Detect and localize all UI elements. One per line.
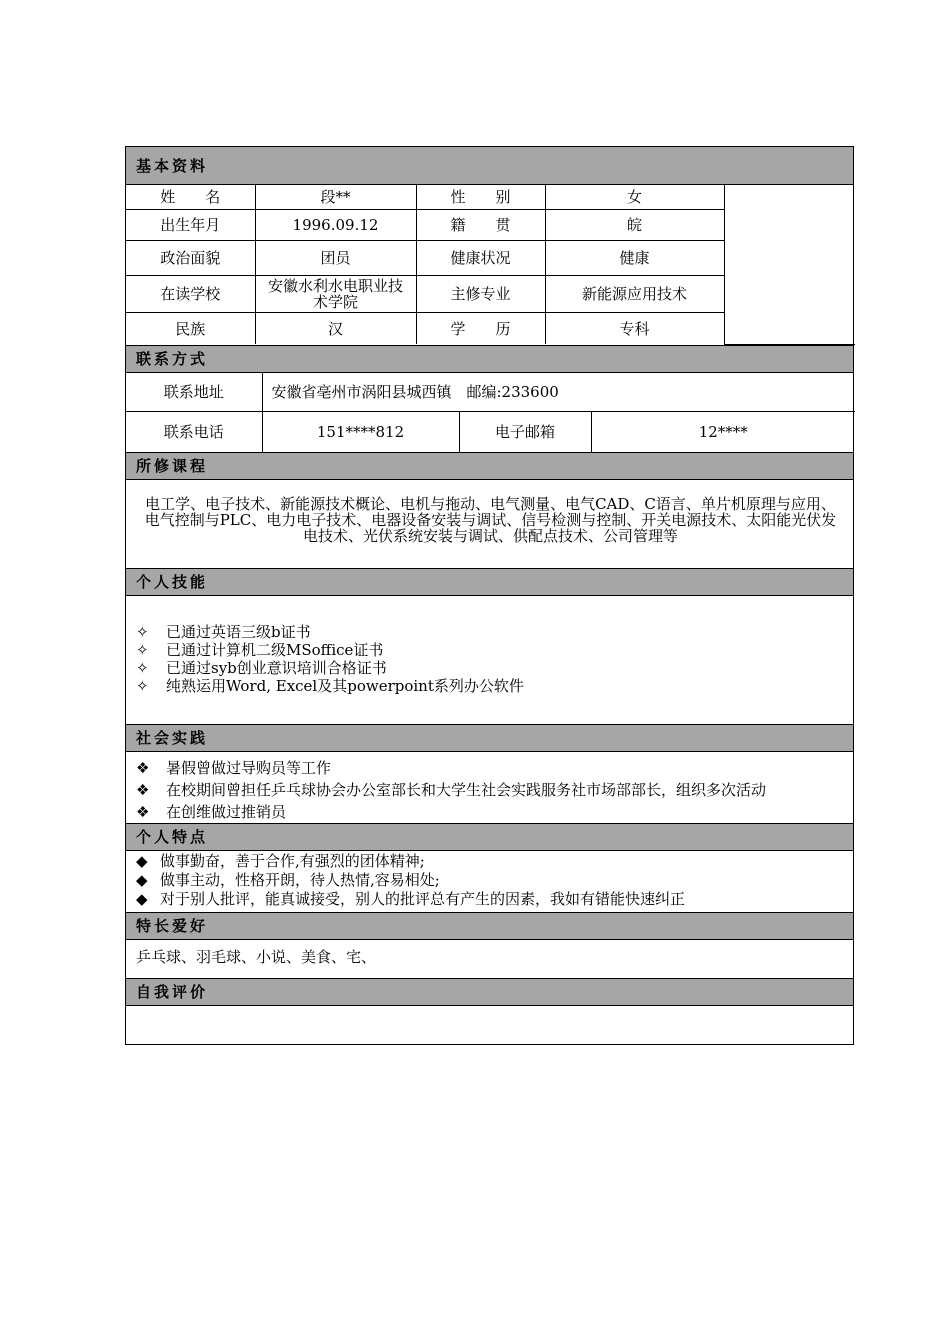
education-value: 专科 <box>545 312 724 344</box>
resume-table <box>125 146 854 1045</box>
major-label: 主修专业 <box>416 275 545 312</box>
list-item: ◆ 做事主动，性格开朗，待人热情,容易相处; <box>136 870 440 889</box>
four-diamond-icon: ❖ <box>136 758 150 777</box>
list-item: ✧ 已通过英语三级b证书 <box>136 622 311 641</box>
four-diamond-icon: ❖ <box>136 802 150 821</box>
section-header-self-eval: 自我评价 <box>126 978 853 1006</box>
name-value: 段** <box>255 185 416 209</box>
school-value: 安徽水利水电职业技术学院 <box>255 275 416 312</box>
health-label: 健康状况 <box>416 240 545 275</box>
list-item: ◆ 做事勤奋，善于合作,有强烈的团体精神; <box>136 851 425 870</box>
self-eval-content <box>126 1006 853 1044</box>
list-item: ✧ 已通过syb创业意识培训合格证书 <box>136 658 387 677</box>
email-label: 电子邮箱 <box>459 412 591 452</box>
education-label: 学 历 <box>416 312 545 344</box>
gender-value: 女 <box>545 185 724 209</box>
political-value: 团员 <box>255 240 416 275</box>
basic-info-table <box>126 185 855 345</box>
skills-list <box>126 596 853 724</box>
phone-label: 联系电话 <box>126 412 262 452</box>
address-label: 联系地址 <box>126 373 262 412</box>
section-header-skills: 个人技能 <box>126 568 853 596</box>
major-value: 新能源应用技术 <box>545 275 724 312</box>
birth-label: 出生年月 <box>126 209 255 240</box>
health-value: 健康 <box>545 240 724 275</box>
section-header-courses: 所修课程 <box>126 452 853 480</box>
list-item: ❖ 在校期间曾担任乒乓球协会办公室部长和大学生社会实践服务社市场部部长，组织多次活动 <box>136 780 767 799</box>
list-item: ❖ 暑假曾做过导购员等工作 <box>136 758 332 777</box>
section-header-basic: 基本资料 <box>126 147 853 185</box>
section-header-hobbies: 特长爱好 <box>126 912 853 940</box>
practice-list <box>126 752 853 823</box>
name-label: 姓 名 <box>126 185 255 209</box>
diamond-outline-icon: ✧ <box>136 622 149 641</box>
hobbies-text: 乒乓球、羽毛球、小说、美食、宅、 <box>136 947 377 966</box>
diamond-icon: ◆ <box>136 889 148 908</box>
list-item: ✧ 已通过计算机二级MSoffice证书 <box>136 640 384 659</box>
list-item: ◆ 对于别人批评，能真诚接受，别人的批评总有产生的因素，我如有错能快速纠正 <box>136 889 686 908</box>
courses-text: 电工学、电子技术、新能源技术概论、电机与拖动、电气测量、电气CAD、C语言、单片机原理与应用、电气控制与PLC、电力电子技术、电器设备安装与调试、信号检测与控制、开关电源技术、太阳能光伏发电技术、光伏系统安装与调试、供配点技术、公司管理等 <box>144 494 837 545</box>
gender-label: 性 别 <box>416 185 545 209</box>
school-label: 在读学校 <box>126 275 255 312</box>
hometown-label: 籍 贯 <box>416 209 545 240</box>
address-value: 安徽省亳州市涡阳县城西镇 邮编:233600 <box>262 373 855 412</box>
list-item: ✧ 纯熟运用Word, Excel及其powerpoint系列办公软件 <box>136 676 524 695</box>
phone-value: 151****812 <box>262 412 459 452</box>
section-header-contact: 联系方式 <box>126 345 853 373</box>
hometown-value: 皖 <box>545 209 724 240</box>
diamond-outline-icon: ✧ <box>136 640 149 659</box>
political-label: 政治面貌 <box>126 240 255 275</box>
birth-value: 1996.09.12 <box>255 209 416 240</box>
section-header-practice: 社会实践 <box>126 724 853 752</box>
four-diamond-icon: ❖ <box>136 780 150 799</box>
ethnicity-label: 民族 <box>126 312 255 344</box>
ethnicity-value: 汉 <box>255 312 416 344</box>
diamond-icon: ◆ <box>136 851 148 870</box>
section-header-traits: 个人特点 <box>126 823 853 851</box>
diamond-icon: ◆ <box>136 870 148 889</box>
photo-cell <box>724 185 855 344</box>
email-value: 12**** <box>591 412 855 452</box>
traits-list <box>126 851 853 912</box>
list-item: ❖ 在创维做过推销员 <box>136 802 287 821</box>
diamond-outline-icon: ✧ <box>136 658 149 677</box>
diamond-outline-icon: ✧ <box>136 676 149 695</box>
contact-table <box>126 373 855 452</box>
